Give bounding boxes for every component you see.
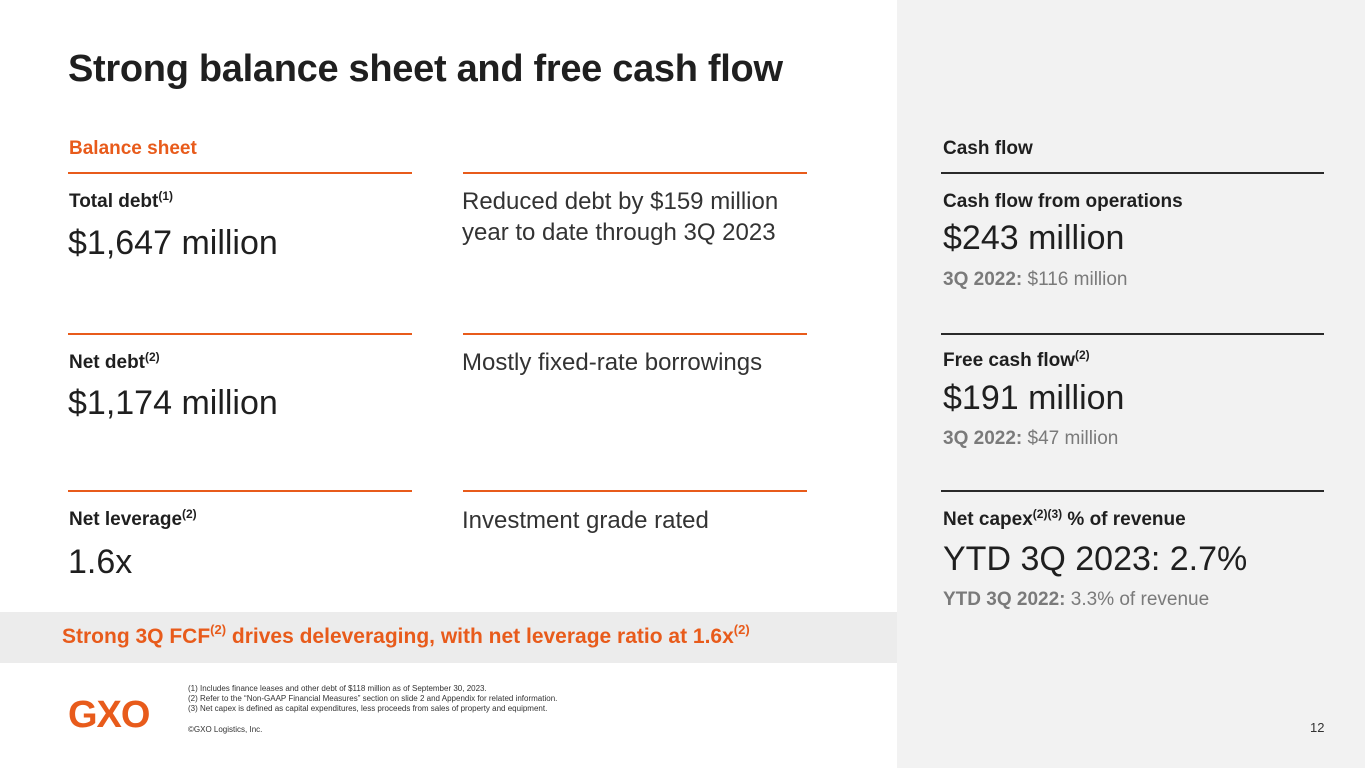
- total-debt-label: Total debt$^{(1)}$: [69, 189, 174, 212]
- free-cash-flow-compare: 3Q 2022: $47 million: [943, 428, 1119, 449]
- page-number: 12: [1310, 720, 1325, 735]
- balance-sheet-heading: Balance sheet: [69, 138, 197, 159]
- net-capex-label: Net capex$^{(2)(3)}$ % of revenue: [943, 507, 1186, 530]
- free-cash-flow-value: $191 million: [943, 379, 1125, 417]
- footnote: (1) Includes finance leases and other debt of $118 million as of September 30, 2023.: [188, 684, 487, 693]
- net-leverage-value: 1.6x: [68, 543, 133, 581]
- divider: [463, 333, 807, 335]
- footnote: (3) Net capex is defined as capital expenditures, less proceeds from sales of property and equipment.: [188, 704, 548, 713]
- cash-flow-heading: Cash flow: [943, 138, 1033, 159]
- divider: [941, 490, 1324, 492]
- divider: [68, 172, 412, 174]
- footnote: (2) Refer to the “Non-GAAP Financial Measures” section on slide 2 and Appendix for related information.: [188, 694, 558, 703]
- divider: [68, 333, 412, 335]
- divider: [941, 172, 1324, 174]
- page-title: Strong balance sheet and free cash flow: [68, 48, 783, 90]
- total-debt-value: $1,647 million: [68, 224, 278, 262]
- net-leverage-note: Investment grade rated: [462, 507, 709, 534]
- divider: [941, 333, 1324, 335]
- cash-flow-operations-value: $243 million: [943, 219, 1125, 257]
- divider: [68, 490, 412, 492]
- copyright: ©GXO Logistics, Inc.: [188, 725, 263, 734]
- cash-flow-operations-label: Cash flow from operations: [943, 191, 1183, 212]
- free-cash-flow-label: Free cash flow$^{(2)}$: [943, 348, 1090, 371]
- cash-flow-operations-compare: 3Q 2022: $116 million: [943, 269, 1128, 290]
- net-debt-note: Mostly fixed-rate borrowings: [462, 349, 763, 376]
- net-debt-label: Net debt$^{(2)}$: [69, 350, 160, 373]
- gxo-logo: GXO: [68, 694, 150, 736]
- net-capex-compare: YTD 3Q 2022: 3.3% of revenue: [943, 589, 1210, 610]
- net-debt-value: $1,174 million: [68, 384, 278, 422]
- net-capex-value: YTD 3Q 2023: 2.7%: [943, 540, 1248, 578]
- net-leverage-label: Net leverage$^{(2)}$: [69, 507, 197, 530]
- divider: [463, 490, 807, 492]
- total-debt-note: Reduced debt by $159 million year to date through 3Q 2023: [462, 188, 779, 246]
- summary-banner-text: Strong 3Q FCF$^{(2)}$ drives deleveraging, with net leverage ratio at $1.6x^{(2)}$: [62, 622, 750, 648]
- divider: [463, 172, 807, 174]
- footnotes: [188, 684, 557, 714]
